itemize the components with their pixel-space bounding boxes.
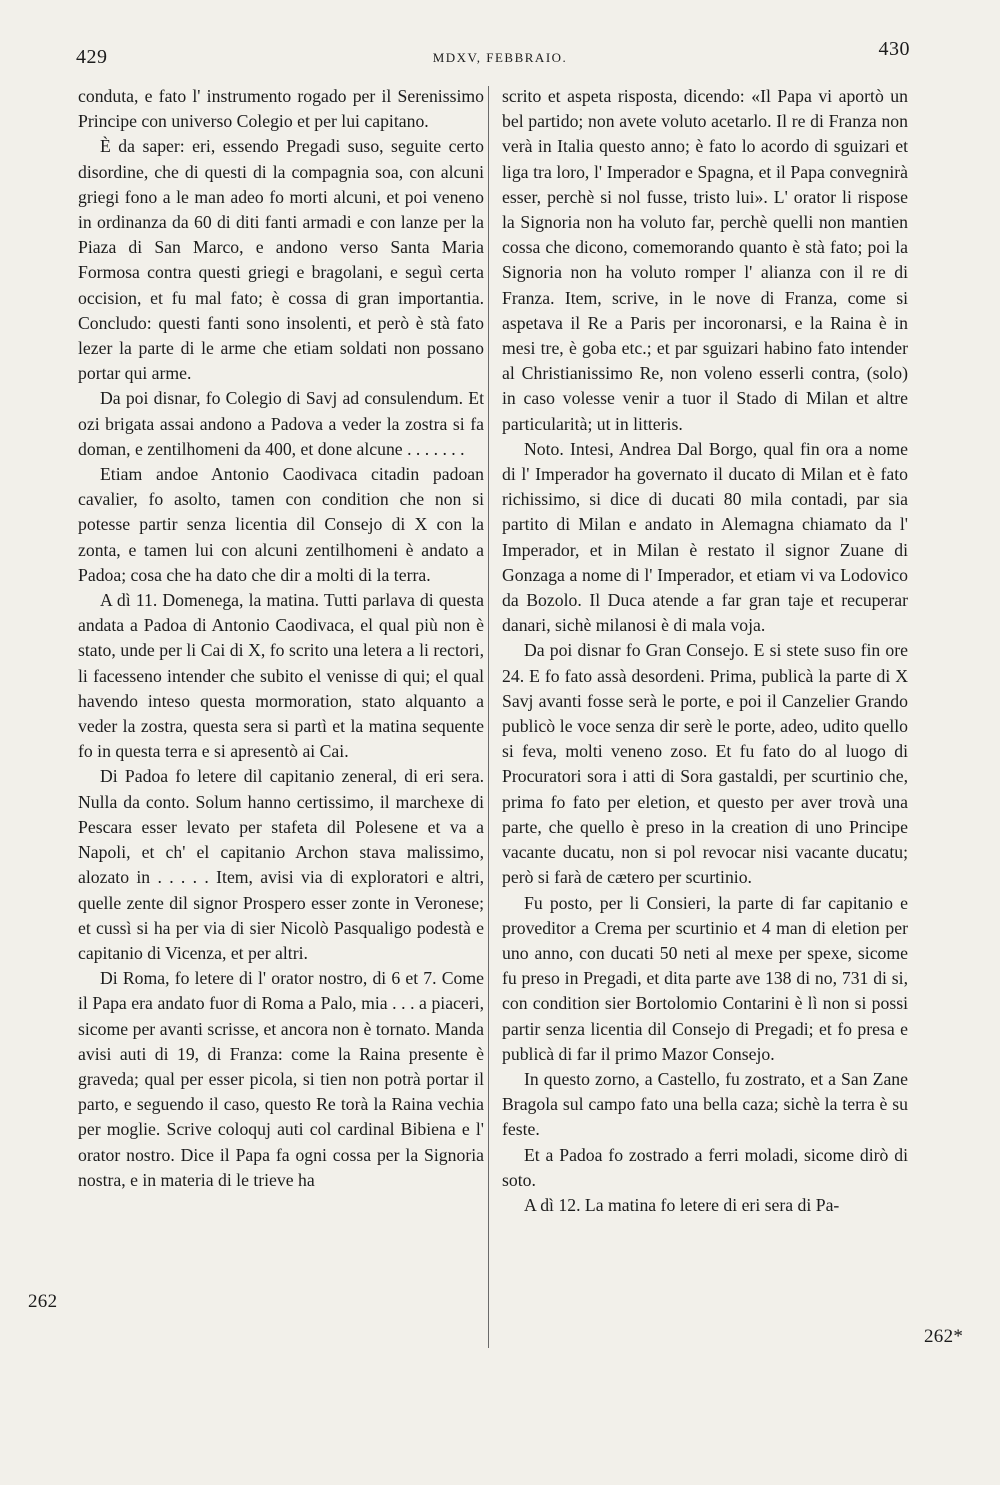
running-title: MDXV, FEBBRAIO. <box>432 50 568 65</box>
column-divider <box>488 86 489 1348</box>
page-number-left: 429 <box>76 46 108 68</box>
paragraph: conduta, e fato l' instrumento rogado per il Serenissimo Principe con universo Colegio et per lui capitano. <box>78 86 484 132</box>
left-column <box>78 84 484 1193</box>
paragraph: A dì 12. La matina fo letere di eri sera di Pa- <box>524 1194 840 1215</box>
page-number-right: 430 <box>878 38 910 60</box>
paragraph: scrito et aspeta risposta, dicendo: «Il Papa vi aportò un bel partido; non avete voluto acetarlo. Il re di Franza non verà in Italia questo anno; è fato lo acordo di sguizari et liga tra loro, l' Imperador e Spagna, et il Papa convegnirà esser, perchè si nol fusse, tristo lui». L' orator li rispose la Signoria non ha voluto far, perchè quelli non mantien cossa che dicono, comemorando quanto è stà fato; poi la Signoria non ha voluto romper l' alianza con il re di Franza. Item, scrive, in le nove di Franza, come si aspetava il Re a Paris per incoronarsi, e la Raina è in mesi tre, è goba etc.; et par sguizari habino fato intender al Christianissimo Re, non voleno esserli contra, (solo) in caso volesse venir a tuor il Stado di Milan et altre particularità; ut in litteris. <box>502 86 908 434</box>
paragraph: È da saper: eri, essendo Pregadi suso, seguite certo disordine, che di questi di la compagnia soa, con alcuni griegi fono a le man adeo fo morti alcuni, et poi veneno in ordinanza da 60 di diti fanti armadi e con lanze per la Piaza di San Marco, e andono verso Santa Maria Formosa contra questi griegi e bragolani, e seguì certa occision, et fu mal fato; è cossa di gran importantia. Concludo: questi fanti sono insolenti, et però è stà fato lezer la parte di le arme che etiam soldati non possano portar qui arme. <box>78 136 484 384</box>
paragraph: Fu posto, per li Consieri, la parte di far capitanio e proveditor a Crema per scurtinio et 4 man di eletion per uno anno, con ducati 50 neti al mexe per spexe, sicome fu preso in Pregadi, et dita parte ave 138 di no, 731 di si, con condition sier Bortolomio Contarini è lì non si possi partir senza licentia dil Consejo di Pregadi; et fo presa e publicà di far il primo Mazor Consejo. <box>502 892 908 1064</box>
paragraph: A dì 11. Domenega, la matina. Tutti parlava di questa andata a Padoa di Antonio Caodivaca, el qual più non è stato, unde per li Cai di X, fo scrito una letera a li rectori, li facesseno intender che subito el venisse di qui; el qual havendo inteso questa mormoration, stato alquanto a veder la zostra, questa sera si partì et la matina sequente fo in questa terra e si apresentò ai Cai. <box>78 590 484 762</box>
paragraph: Etiam andoe Antonio Caodivaca citadin padoan cavalier, fo asolto, tamen con condition che non si potesse partir senza licentia dil Consejo di X con la zonta, e tamen lui con alcuni zentilhomeni è andato a Padoa; cosa che ha dato che dir a molti di la terra. <box>78 464 484 585</box>
paragraph: Di Roma, fo letere di l' orator nostro, di 6 et 7. Come il Papa era andato fuor di Roma a Palo, mia . . . a piaceri, sicome per avanti scrisse, et ancora non è tornato. Manda avisi auti di 19, di Franza: come la Raina presente è graveda; qual per esser picola, si tien non potrà portar il parto, e seguendo il caso, questo Re torà la Raina vechia per moglie. Scrive coloquj auti col cardinal Bibiena e l' orator nostro. Dice il Papa fa ogni cossa per la Signoria nostra, e in materia di le trieve ha <box>78 968 484 1190</box>
margin-note-right: 262* <box>924 1326 964 1347</box>
paragraph: Da poi disnar, fo Colegio di Savj ad consulendum. Et ozi brigata assai andono a Padova a veder la zostra si fa doman, e zentilhomeni da 400, et done alcune . . . . . . . <box>78 388 484 459</box>
paragraph: Noto. Intesi, Andrea Dal Borgo, qual fin ora a nome di l' Imperador ha governato il ducato di Milan et è fato richissimo, si dice di ducati 80 mila contadi, par sia partito di Milan e andato in Alemagna chiamato da l' Imperador, et in Milan è restato il signor Zuane di Gonzaga a nome di l' Imperador, et etiam vi va Lodovico da Bozolo. Il Duca atende a far gran taje et recuperar danari, sichè milanosi è di mala voja. <box>502 438 908 636</box>
paragraph: Di Padoa fo letere dil capitanio zeneral, di eri sera. Nulla da conto. Solum hanno certissimo, il marchexe di Pescara esser levato per stafeta dil Polesene et va a Napoli, et ch' el capitanio Archon stava malissimo, alozato in . . . . . Item, avisi via di exploratori e altri, quelle zente dil signor Prospero esser zonte in Veronese; et cussì si ha per via di sier Nicolò Pasqualigo podestà e capitanio di Vicenza, et per altri. <box>78 766 484 963</box>
paragraph: Et a Padoa fo zostrado a ferri moladi, sicome dirò di soto. <box>502 1144 908 1190</box>
paragraph: In questo zorno, a Castello, fu zostrato, et a San Zane Bragola sul campo fato una bella caza; sichè la terra è su feste. <box>502 1068 908 1140</box>
margin-note-left: 262 <box>28 1291 58 1312</box>
right-column <box>502 84 908 1218</box>
paragraph: Da poi disnar fo Gran Consejo. E si stete suso fin ore 24. E fo fato assà desordeni. Prima, publicà la parte di X Savj avanti fosse serà le porte, e poi il Canzelier Grando publicò le voce senza dir serè le porte, adeo, udito quello si feva, molti veneno zoso. Et fu fato do al luogo di Procuratori sora i atti di Sora gastaldi, per scurtinio che, prima fo fato per eletion, et questo per aver trovà una parte, che quello è preso in la creation di uno Principe vacante ducatu, non si pol revocar nisi vacante ducatu; però si farà de cætero per scurtinio. <box>502 640 908 888</box>
page-header <box>0 38 1000 76</box>
